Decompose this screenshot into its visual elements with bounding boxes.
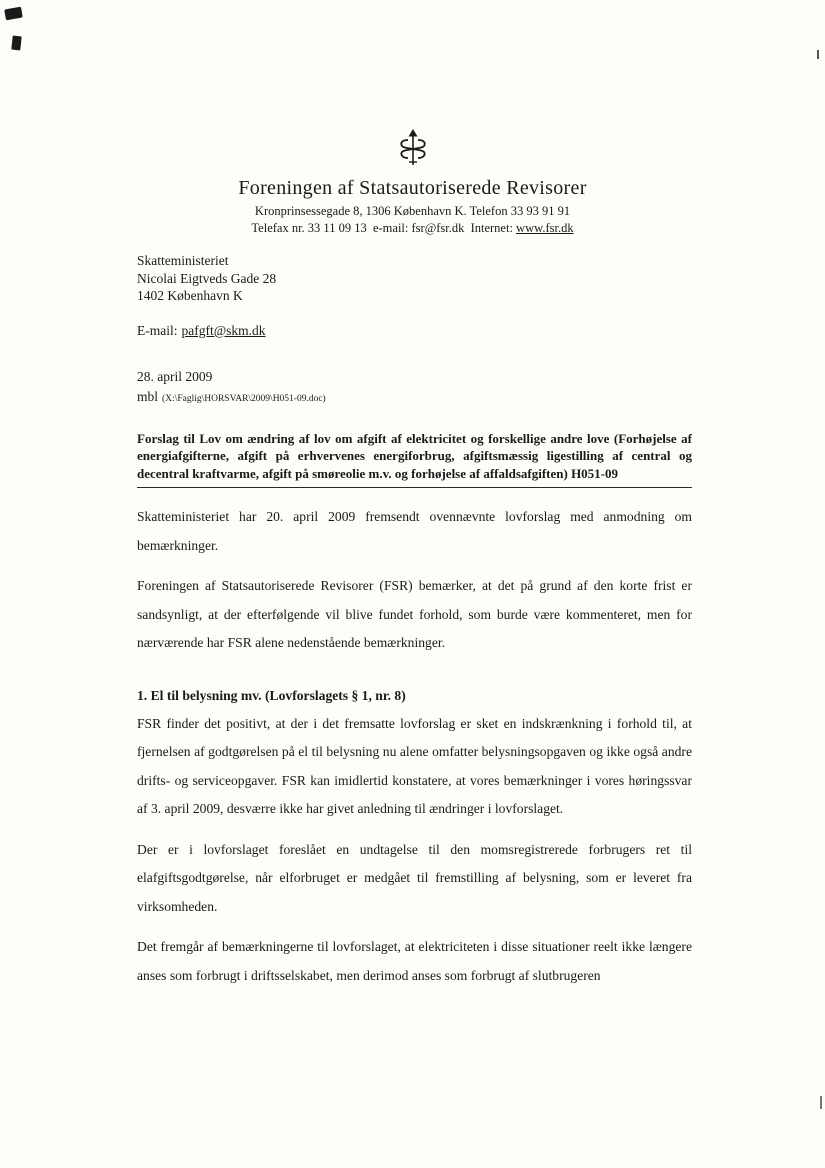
email-line [137, 322, 692, 340]
section-heading: 1. El til belysning mv. (Lovforslagets § 1, nr. 8) [137, 687, 406, 703]
org-name: Foreningen af Statsautoriserede Revisorer [238, 177, 587, 199]
email-link[interactable]: pafgft@skm.dk [181, 322, 266, 338]
paragraph: Der er i lovforslaget foreslået en undtagelse til den momsregistrerede forbrugers ret til elafgiftsgodtgørelse, når elforbruget er medgået til fremstilling af belysning, som er leveret fra virksomheden. [137, 841, 692, 914]
subject-rule [137, 487, 692, 488]
scan-artifact [820, 1096, 822, 1109]
date-line: 28. april 2009 [137, 368, 213, 384]
website-link[interactable]: www.fsr.dk [516, 221, 574, 235]
scan-artifact [11, 36, 21, 51]
org-address-line: Kronprinsessegade 8, 1306 København K. Telefon 33 93 91 91 [254, 204, 571, 218]
recipient-address [137, 252, 692, 305]
paragraph: Skatteministeriet har 20. april 2009 fremsendt ovennævnte lovforslag med anmodning om bemærkninger. [137, 509, 692, 553]
fsr-logo-icon [397, 128, 429, 166]
letterhead [0, 0, 825, 237]
ref-initials: mbl [137, 388, 159, 404]
reference-line [137, 388, 692, 408]
letter-body [137, 252, 692, 990]
org-contact-text: Telefax nr. 33 11 09 13 e-mail: fsr@fsr.dk Internet: [251, 221, 513, 235]
org-contact-line [0, 220, 825, 237]
paragraph: FSR finder det positivt, at der i det fremsatte lovforslag er sket en indskrænkning i forhold til, at fjernelsen af godtgørelsen på el til belysning nu alene omfatter belysningsopgaven og ikke også andre drifts- og serviceopgaver. FSR kan imidlertid konstatere, at vores bemærkninger i vores høringssvar af 3. april 2009, desværre ikke har givet anledning til ændringer i lovforslaget. [137, 715, 692, 816]
recipient-line: 1402 København K [137, 288, 243, 303]
subject-heading: Forslag til Lov om ændring af lov om afgift af elektricitet og forskellige andre love (Forhøjelse af energiafgifterne, afgift på erhvervenes energiforbrug, afgiftsmæssig ligestilling af central og decentral kraftvarme, afgift på smøreolie m.v. og forhøjelse af affaldsafgiften) H051-09 [137, 430, 692, 481]
ref-file-path: (X:\Faglig\HORSVAR\2009\H051-09.doc) [162, 393, 326, 404]
email-label: E-mail: [137, 322, 178, 338]
recipient-line: Nicolai Eigtveds Gade 28 [137, 270, 277, 286]
scan-artifact [817, 50, 819, 59]
recipient-line: Skatteministeriet [137, 253, 229, 268]
paragraph: Det fremgår af bemærkningerne til lovforslaget, at elektriciteten i disse situationer reelt ikke længere anses som forbrugt i driftsselskabet, men derimod anses som forbrugt af slutbrugeren [137, 939, 692, 983]
paragraph: Foreningen af Statsautoriserede Revisorer (FSR) bemærker, at det på grund af den korte frist er sandsynligt, at der efterfølgende vil blive fundet forhold, som burde være kommenteret, men for nærværende har FSR alene nedenstående bemærkninger. [137, 578, 692, 650]
